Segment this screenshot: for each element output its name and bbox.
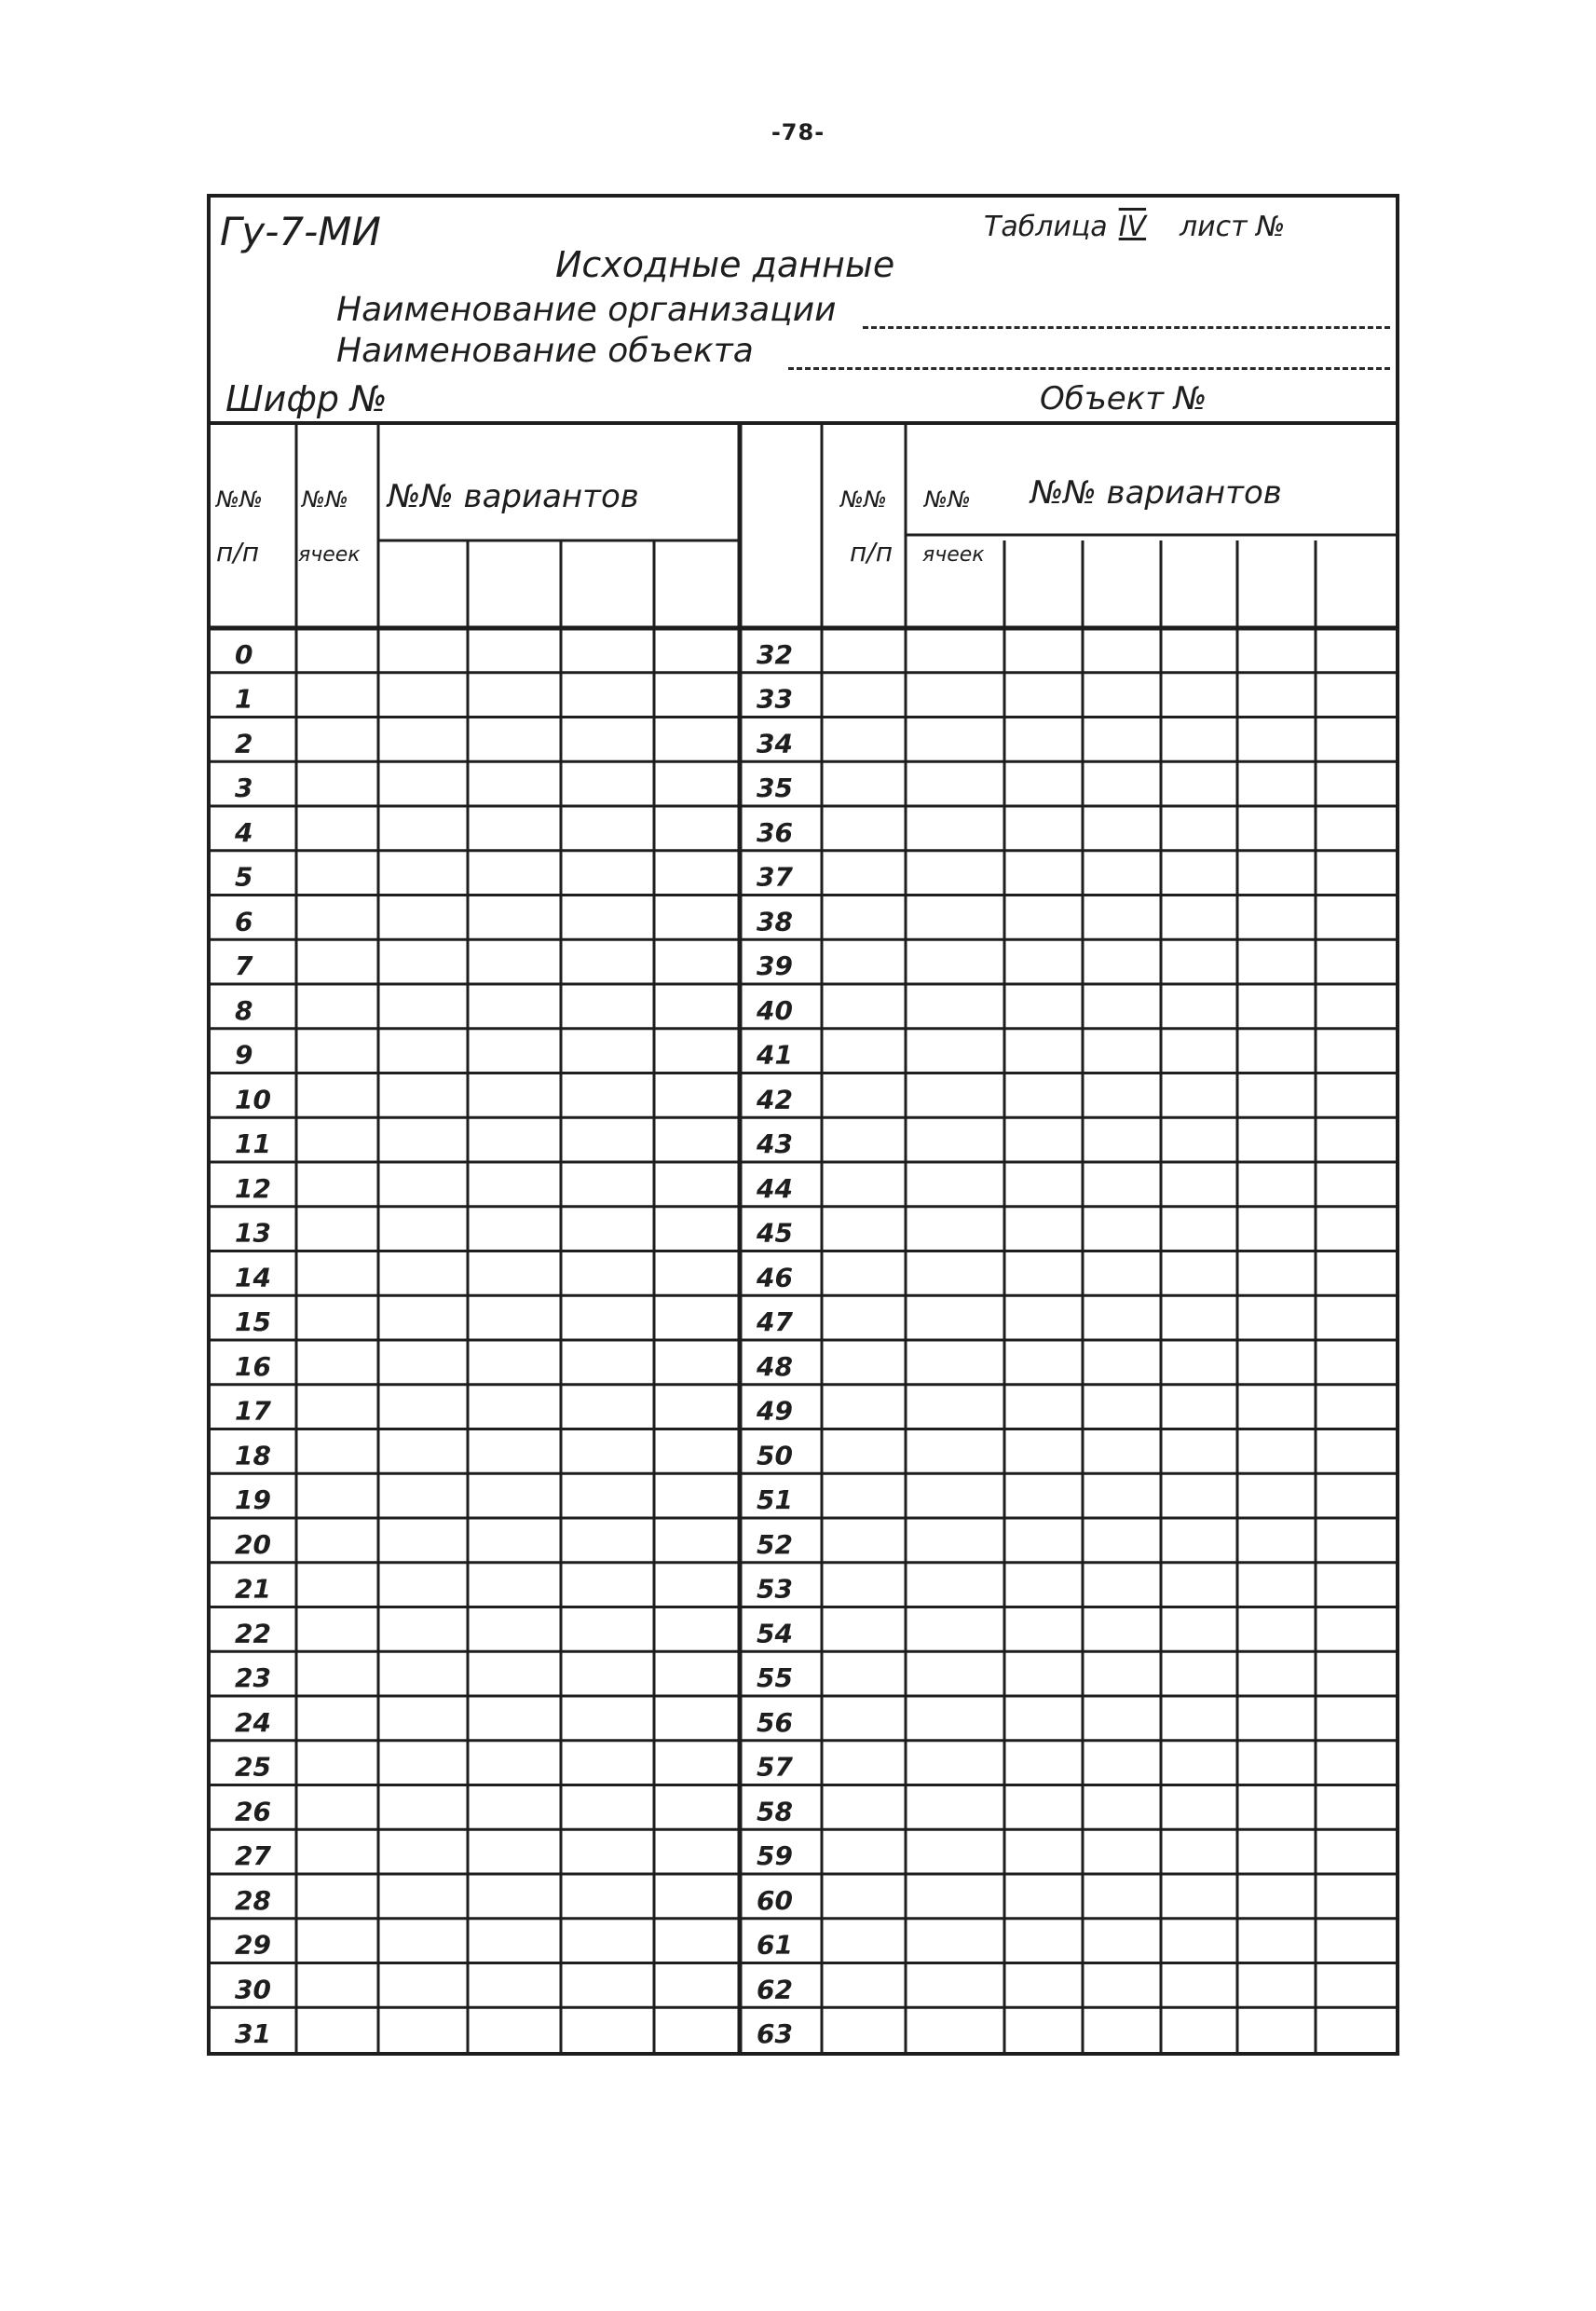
row-number: 35 (757, 773, 793, 803)
table-number: IV (1118, 211, 1147, 243)
data-form (207, 194, 1399, 2056)
row-number: 36 (757, 816, 793, 848)
row-number: 29 (235, 1929, 271, 1961)
row-number: 37 (757, 861, 793, 893)
row-number: 51 (757, 1484, 793, 1515)
row-number: 6 (235, 906, 253, 937)
right-cell-no-subheader: ячеек (922, 543, 985, 567)
left-variants-header: №№ вариантов (388, 478, 639, 515)
row-number: 62 (757, 1974, 793, 2005)
row-number: 49 (757, 1395, 793, 1427)
document-title: Исходные данные (555, 244, 895, 285)
row-number: 0 (235, 638, 253, 670)
row-number: 2 (235, 728, 253, 759)
organization-label: Наименование организации (336, 291, 837, 329)
variants-grid (211, 421, 1396, 2052)
row-number: 41 (757, 1039, 793, 1071)
row-number: 4 (235, 816, 253, 848)
row-number: 63 (757, 2018, 793, 2049)
left-column-headers (214, 478, 639, 567)
row-number: 19 (235, 1484, 271, 1515)
row-number: 13 (235, 1217, 271, 1249)
left-cell-no-header: №№ (302, 486, 348, 513)
row-number: 24 (235, 1706, 271, 1738)
row-number: 5 (235, 861, 253, 893)
row-number: 31 (235, 2018, 271, 2049)
right-cell-no-header: №№ (924, 486, 971, 513)
row-number: 50 (757, 1440, 793, 1471)
row-number: 48 (757, 1350, 793, 1382)
row-number: 45 (757, 1217, 793, 1249)
row-number: 23 (235, 1662, 271, 1693)
row-number: 15 (235, 1306, 271, 1337)
row-number: 32 (757, 638, 793, 670)
right-row-no-header: №№ (840, 486, 887, 513)
organization-blank-line (863, 326, 1390, 329)
row-number: 44 (757, 1172, 793, 1204)
row-number: 46 (757, 1262, 793, 1293)
left-row-no-subheader: п/п (216, 537, 260, 567)
form-header (211, 198, 1396, 425)
object-number-label: Объект № (1040, 380, 1207, 417)
sheet-label: лист № (1180, 211, 1286, 243)
row-number: 47 (757, 1306, 793, 1337)
row-number: 55 (757, 1662, 793, 1693)
row-number: 42 (757, 1084, 793, 1115)
row-number: 34 (757, 728, 793, 759)
row-number: 25 (235, 1751, 271, 1783)
row-number: 17 (235, 1395, 271, 1427)
row-number: 8 (235, 994, 253, 1026)
row-number: 1 (235, 683, 253, 715)
left-row-no-header: №№ (216, 486, 263, 513)
row-number: 20 (235, 1528, 271, 1560)
grid-lines (211, 421, 1396, 2052)
object-name-label: Наименование объекта (336, 332, 754, 370)
row-number: 40 (757, 994, 793, 1026)
row-number: 59 (757, 1840, 793, 1871)
table-label-text: Таблица (984, 211, 1108, 243)
row-number: 38 (757, 906, 793, 937)
object-name-blank-line (788, 367, 1390, 370)
row-number: 57 (757, 1751, 793, 1783)
row-number: 56 (757, 1706, 793, 1738)
row-number: 30 (235, 1974, 271, 2005)
row-number: 61 (757, 1929, 793, 1961)
row-number: 33 (757, 683, 793, 715)
row-number: 18 (235, 1440, 271, 1471)
row-number: 26 (235, 1796, 271, 1827)
right-row-no-subheader: п/п (850, 537, 893, 567)
right-variants-header: №№ вариантов (1030, 474, 1282, 512)
row-number: 58 (757, 1796, 793, 1827)
row-number: 28 (235, 1884, 271, 1916)
row-number: 22 (235, 1618, 271, 1649)
row-number: 11 (235, 1128, 271, 1159)
cipher-label: Шифр № (225, 378, 388, 419)
row-number: 3 (235, 773, 253, 803)
row-number: 16 (235, 1350, 271, 1382)
row-number: 53 (757, 1573, 793, 1605)
row-number: 52 (757, 1528, 793, 1560)
table-label (984, 211, 1157, 243)
row-number: 7 (235, 950, 253, 981)
form-code: Гу-7-МИ (220, 209, 381, 254)
row-number: 54 (757, 1618, 793, 1649)
row-number: 21 (235, 1573, 271, 1605)
row-number: 60 (757, 1884, 793, 1916)
row-number: 10 (235, 1084, 271, 1115)
row-number: 39 (757, 950, 793, 981)
left-cell-no-subheader: ячеек (298, 543, 361, 567)
row-number: 14 (235, 1262, 271, 1293)
row-number: 12 (235, 1172, 271, 1204)
row-number: 43 (757, 1128, 793, 1159)
page-number: -78- (771, 119, 825, 145)
row-number: 9 (235, 1039, 253, 1071)
row-number: 27 (235, 1840, 271, 1871)
